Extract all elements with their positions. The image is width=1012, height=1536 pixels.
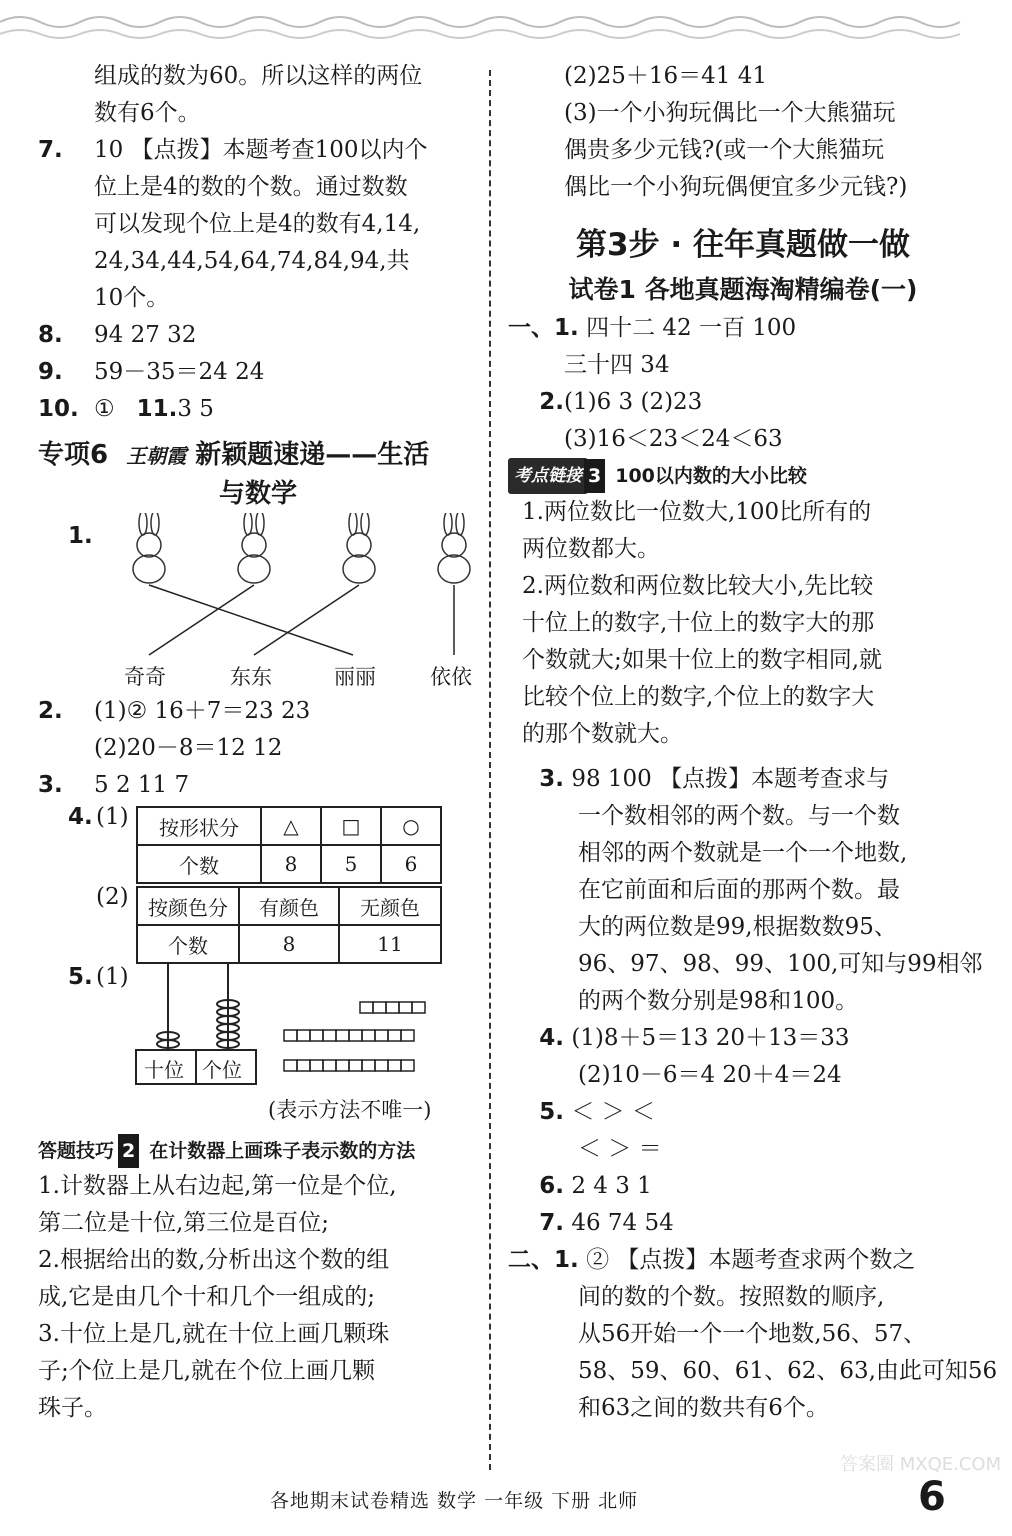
link-line: 个数就大;如果十位上的数字相同,就	[522, 647, 883, 673]
matching-lines	[149, 585, 454, 655]
tip-line: 1.计数器上从右边起,第一位是个位,	[38, 1173, 397, 1199]
answer-s4	[38, 804, 478, 964]
answer-line: 10 【点拨】本题考查100以内个	[94, 137, 428, 163]
link-header	[508, 458, 978, 494]
p1-q2	[508, 384, 978, 421]
ones-label: 个位	[202, 1058, 242, 1082]
q-number: 6.	[539, 1173, 564, 1199]
tens-label: 十位	[144, 1058, 184, 1082]
link-line: 的那个数就大。	[522, 721, 683, 747]
special-title-text: 新颖题速递——生活	[195, 440, 430, 470]
table-cell: 8	[239, 925, 339, 963]
step-title: 第3步 · 往年真题做一做	[576, 227, 910, 263]
answer-text: 59－35＝24 24	[94, 359, 265, 385]
top-wave-decoration	[0, 0, 1012, 48]
table-cell: 8	[261, 845, 321, 883]
answer-line: (3)16＜23＜24＜63	[564, 426, 783, 452]
answer-line: 24,34,44,54,64,74,84,94,共	[94, 248, 410, 274]
name-label: 奇奇	[124, 665, 166, 689]
q-number: 8.	[38, 322, 63, 348]
tip-number: 2	[118, 1134, 139, 1168]
answer-text: 四十二 42 一百 100	[586, 315, 797, 341]
tip-title: 在计数器上画珠子表示数的方法	[149, 1140, 416, 1162]
name-label: 依依	[430, 665, 472, 689]
rabbit-icon-3	[343, 513, 375, 583]
color-count-table	[136, 886, 442, 964]
tip-line: 2.根据给出的数,分析出这个数的组	[38, 1247, 390, 1273]
p1-q5	[508, 1094, 978, 1131]
answer-line: 从56开始一个一个地数,56、57、	[578, 1321, 927, 1347]
answer-line: 在它前面和后面的那两个数。最	[578, 877, 900, 903]
special-label: 专项6	[38, 440, 109, 470]
table-cell: 无颜色	[339, 887, 441, 925]
answer-line: 的两个数分别是98和100。	[578, 988, 859, 1014]
answer-line: (2)20－8＝12 12	[94, 735, 283, 761]
answer-line: 相邻的两个数就是一个一个地数,	[578, 840, 908, 866]
shape-count-table	[136, 806, 442, 884]
q-number: 5.	[68, 964, 93, 990]
table-cell: □	[321, 807, 381, 845]
table-cell: ○	[381, 807, 441, 845]
continued-line: (3)一个小狗玩偶比一个大熊猫玩	[564, 100, 896, 126]
answer-s3	[38, 767, 478, 804]
tip-line: 珠子。	[38, 1395, 107, 1421]
q-number: 3.	[539, 766, 564, 792]
q-number: 5.	[539, 1099, 564, 1125]
answer-line: ＜ ＞ ＝	[578, 1136, 662, 1162]
q-number: 7.	[38, 137, 63, 163]
answer-text: ①	[94, 396, 115, 422]
p1-q1	[508, 310, 978, 347]
abacus-drawing	[134, 964, 474, 1099]
answer-line: 一个数相邻的两个数。与一个数	[578, 803, 900, 829]
part-label: (2)	[96, 884, 129, 910]
name-label: 丽丽	[334, 665, 376, 689]
continued-line: 数有6个。	[94, 100, 201, 126]
answer-line: 和63之间的数共有6个。	[578, 1395, 829, 1421]
column-divider	[489, 70, 491, 1470]
rabbit-icon-2	[238, 513, 270, 583]
tip-line: 3.十位上是几,就在十位上画几颗珠	[38, 1321, 390, 1347]
tip-header	[38, 1134, 478, 1168]
tip-label: 答题技巧	[38, 1140, 115, 1162]
name-label: 东东	[230, 665, 272, 689]
q-number: 9.	[38, 359, 63, 385]
answer-line: 间的数的个数。按照数的顺序,	[578, 1284, 885, 1310]
rabbit-icon-4	[438, 513, 470, 583]
answer-9	[38, 354, 478, 391]
link-label: 考点链接	[508, 458, 588, 494]
q-number: 1.	[554, 1247, 579, 1273]
table-cell: 按颜色分	[137, 887, 239, 925]
answer-s5	[38, 964, 478, 1134]
continued-line: 偶贵多少元钱?(或一个大熊猫玩	[564, 137, 885, 163]
p1-q7	[508, 1205, 978, 1242]
q-number: 2.	[539, 389, 564, 415]
q-number: 1.	[68, 523, 93, 549]
table-cell: 个数	[137, 845, 261, 883]
note-text: (表示方法不唯一)	[268, 1098, 432, 1122]
special-title	[38, 436, 478, 475]
answer-text: ② 【点拨】本题考查求两个数之	[586, 1247, 916, 1273]
link-line: 2.两位数和两位数比较大小,先比较	[522, 573, 874, 599]
q-number: 7.	[539, 1210, 564, 1236]
table-cell: 个数	[137, 925, 239, 963]
tip-line: 子;个位上是几,就在个位上画几颗	[38, 1358, 376, 1384]
table-cell: 有颜色	[239, 887, 339, 925]
answer-line: 三十四 34	[564, 352, 670, 378]
answer-text: ＜ ＞ ＜	[571, 1099, 655, 1125]
ones-beads	[217, 1000, 239, 1048]
continued-line: 组成的数为60。所以这样的两位	[94, 63, 423, 89]
answer-line: 96、97、98、99、100,可知与99相邻	[578, 951, 983, 977]
rabbit-icon-1	[133, 513, 165, 583]
p2-q1	[508, 1242, 978, 1279]
answer-text: (1)6 3 (2)23	[564, 389, 703, 415]
page-number: 6	[918, 1474, 946, 1520]
answer-text: 94 27 32	[94, 322, 197, 348]
answer-text: (1)② 16＋7＝23 23	[94, 698, 311, 724]
continued-line: (2)25＋16＝41 41	[564, 63, 767, 89]
link-line: 十位上的数字,十位上的数字大的那	[522, 610, 875, 636]
table-cell: 11	[339, 925, 441, 963]
answer-line: (2)10－6＝4 20＋4＝24	[578, 1062, 842, 1088]
table-cell: 5	[321, 845, 381, 883]
q-number: 4.	[539, 1025, 564, 1051]
link-title: 100以内数的大小比较	[615, 465, 807, 487]
answer-text: 2 4 3 1	[571, 1173, 652, 1199]
answer-text: 98 100 【点拨】本题考查求与	[571, 766, 890, 792]
matching-diagram	[38, 513, 478, 693]
q-number: 3.	[38, 772, 63, 798]
answer-8	[38, 317, 478, 354]
answer-text: 3 5	[177, 396, 214, 422]
answer-text: (1)8＋5＝13 20＋13＝33	[571, 1025, 850, 1051]
link-line: 比较个位上的数字,个位上的数字大	[522, 684, 875, 710]
answer-text: 5 2 11 7	[94, 772, 190, 798]
unit-squares	[284, 1002, 425, 1071]
right-column	[508, 58, 998, 1427]
brand-logo: 王朝霞	[126, 444, 187, 468]
section-number: 一、	[508, 315, 554, 341]
tip-line: 成,它是由几个十和几个一组成的;	[38, 1284, 376, 1310]
q-number: 10.	[38, 396, 79, 422]
footer-text: 各地期末试卷精选 数学 一年级 下册 北师	[270, 1490, 639, 1512]
watermark: 答案圈 MXQE.COM	[840, 1454, 1002, 1475]
q-number: 4.	[68, 804, 93, 830]
p1-q6	[508, 1168, 978, 1205]
left-column	[38, 58, 478, 1427]
answer-10-11	[38, 391, 478, 428]
link-number: 3	[584, 459, 605, 493]
part-label: (1)	[96, 804, 129, 830]
special-title-2: 与数学	[218, 479, 297, 509]
tip-line: 第二位是十位,第三位是百位;	[38, 1210, 330, 1236]
answer-line: 可以发现个位上是4的数有4,14,	[94, 211, 421, 237]
p1-q3	[508, 761, 978, 798]
table-cell: 6	[381, 845, 441, 883]
p1-q4	[508, 1020, 978, 1057]
q-number: 1.	[554, 315, 579, 341]
table-cell: 按形状分	[137, 807, 261, 845]
answer-s2	[38, 693, 478, 730]
q-number: 11.	[136, 396, 178, 422]
link-line: 1.两位数比一位数大,100比所有的	[522, 499, 872, 525]
link-line: 两位数都大。	[522, 536, 660, 562]
q-number: 2.	[38, 698, 63, 724]
answer-line: 10个。	[94, 285, 170, 311]
answer-line: 位上是4的数的个数。通过数数	[94, 174, 408, 200]
part-label: (1)	[96, 964, 129, 990]
paper-title: 试卷1 各地真题海淘精编卷(一)	[568, 275, 918, 304]
answer-line: 大的两位数是99,根据数数95、	[578, 914, 897, 940]
continued-line: 偶比一个小狗玩偶便宜多少元钱?)	[564, 174, 908, 200]
answer-7	[38, 132, 478, 169]
section-number: 二、	[508, 1247, 554, 1273]
answer-text: 46 74 54	[571, 1210, 674, 1236]
table-cell: △	[261, 807, 321, 845]
answer-line: 58、59、60、61、62、63,由此可知56	[578, 1358, 998, 1384]
